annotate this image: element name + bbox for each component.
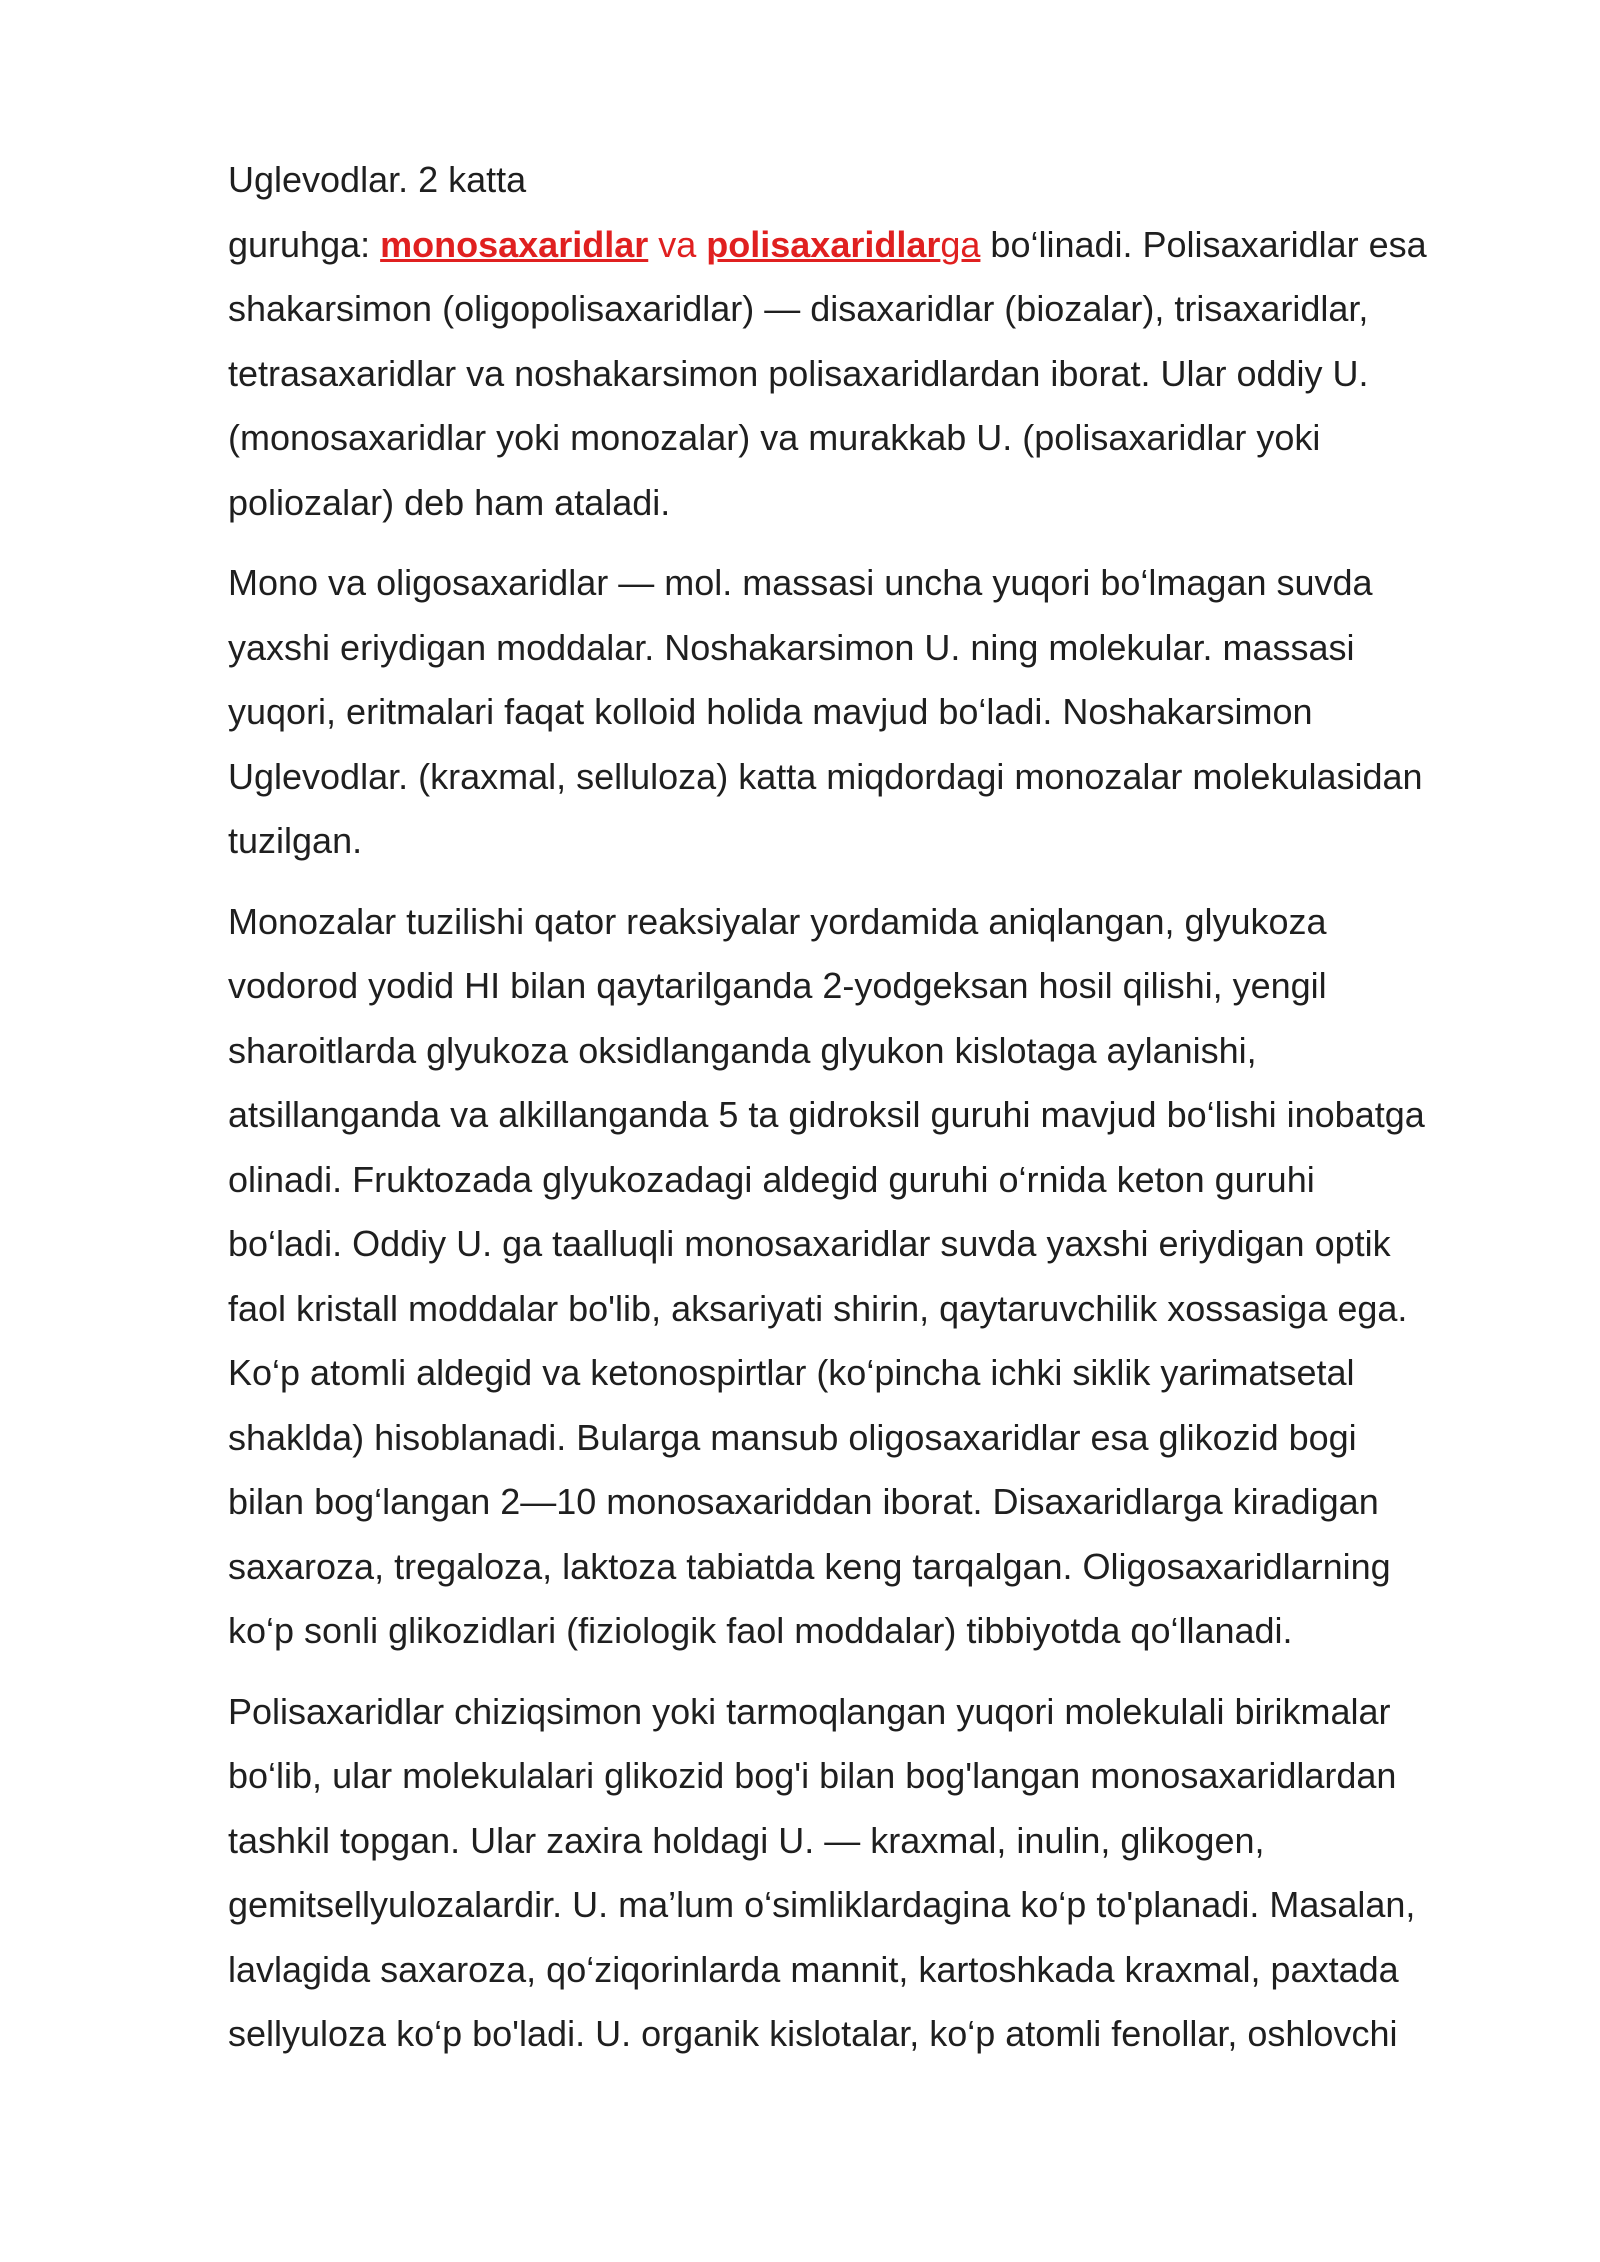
text-line (228, 1809, 1478, 1874)
body-text: guruhga: (228, 223, 381, 265)
paragraph (228, 1680, 1478, 2067)
text-line (228, 213, 1478, 278)
body-text: Uglevodlar. (kraxmal, selluloza) katta miqdordagi monozalar molekulasidan (228, 755, 1423, 797)
paragraph (228, 890, 1478, 1664)
body-text: tuzilgan. (228, 820, 363, 861)
text-line (228, 1938, 1478, 2003)
body-text: Monozalar tuzilishi qator reaksiyalar yordamida aniqlangan, glyukoza (228, 900, 1327, 942)
text-line (228, 1277, 1478, 1342)
body-text: ko‘p sonli glikozidlari (fiziologik faol moddalar) tibbiyotda qo‘llanadi. (228, 1610, 1293, 1651)
body-text: vodorod yodid HI bilan qaytarilganda 2-yodgeksan hosil qilishi, yengil (228, 965, 1327, 1006)
body-text: tashkil topgan. Ular zaxira holdagi U. — kraxmal, inulin, glikogen, (228, 1819, 1265, 1861)
text-line (228, 1680, 1478, 1745)
text-line (228, 680, 1478, 745)
hyperlink[interactable]: polisaxaridlar (706, 223, 941, 265)
text-line (228, 2002, 1478, 2067)
body-text: (monosaxaridlar yoki monozalar) va murakkab U. (polisaxaridlar yoki (228, 417, 1321, 458)
text-line (228, 954, 1478, 1019)
body-text: Mono va oligosaxaridlar — mol. massasi uncha yuqori bo‘lmagan suvda (228, 562, 1373, 603)
text-line (228, 809, 1478, 874)
text-line (228, 277, 1478, 342)
body-text: poliozalar) deb ham ataladi. (228, 481, 671, 523)
body-text: sellyuloza ko‘p bo'ladi. U. organik kislotalar, ko‘p atomli fenollar, oshlovchi (228, 2013, 1398, 2054)
text-line (228, 1019, 1478, 1084)
text-line (228, 406, 1478, 471)
body-text: faol kristall moddalar bo'lib, aksariyati shirin, qaytaruvchilik xossasiga ega. (228, 1287, 1408, 1329)
text-line (228, 1744, 1478, 1809)
body-text: yaxshi eriydigan moddalar. Noshakarsimon U. ning molekular. massasi (228, 626, 1355, 668)
body-text: yuqori, eritmalari faqat kolloid holida mavjud bo‘ladi. Noshakarsimon (228, 691, 1313, 732)
text-line (228, 745, 1478, 810)
hyperlink[interactable]: monosaxaridlar (380, 223, 649, 265)
text-line (228, 890, 1478, 955)
text-line (228, 1341, 1478, 1406)
body-text: bo‘linadi. Polisaxaridlar esa (980, 223, 1427, 265)
body-text: lavlagida saxaroza, qo‘ziqorinlarda mannit, kartoshkada kraxmal, paxtada (228, 1948, 1399, 1990)
body-text: shaklda) hisoblanadi. Bularga mansub oligosaxaridlar esa glikozid bogi (228, 1416, 1357, 1458)
paragraph (228, 551, 1478, 874)
body-text: Ko‘p atomli aldegid va ketonospirtlar (ko‘pincha ichki siklik yarimatsetal (228, 1352, 1355, 1393)
body-text: olinadi. Fruktozada glyukozadagi aldegid guruhi o‘rnida keton guruhi (228, 1158, 1315, 1200)
body-text: saxaroza, tregaloza, laktoza tabiatda keng tarqalgan. Oligosaxaridlarning (228, 1545, 1391, 1587)
body-text: gemitsellyulozalardir. U. ma’lum o‘simliklardagina ko‘p to'planadi. Masalan, (228, 1884, 1416, 1925)
text-line (228, 1406, 1478, 1471)
text-line (228, 1212, 1478, 1277)
paragraph (228, 148, 1478, 535)
text-line (228, 1599, 1478, 1664)
body-text: bo‘lib, ular molekulalari glikozid bog'i bilan bog'langan monosaxaridlardan (228, 1755, 1397, 1796)
text-line (228, 342, 1478, 407)
body-text: Uglevodlar. 2 katta (228, 159, 527, 200)
body-text: tetrasaxaridlar va noshakarsimon polisaxaridlardan iborat. Ular oddiy U. (228, 352, 1369, 394)
body-text: shakarsimon (oligopolisaxaridlar) — disaxaridlar (biozalar), trisaxaridlar, (228, 288, 1369, 329)
hyperlink[interactable]: ga (940, 223, 981, 265)
text-line (228, 1873, 1478, 1938)
body-text: sharoitlarda glyukoza oksidlanganda glyukon kislotaga aylanishi, (228, 1029, 1257, 1071)
body-text: bo‘ladi. Oddiy U. ga taalluqli monosaxaridlar suvda yaxshi eriydigan optik (228, 1223, 1391, 1264)
body-text: atsillanganda va alkillanganda 5 ta gidroksil guruhi mavjud bo‘lishi inobatga (228, 1094, 1425, 1135)
text-line (228, 471, 1478, 536)
body-text: Polisaxaridlar chiziqsimon yoki tarmoqlangan yuqori molekulali birikmalar (228, 1690, 1391, 1732)
document-body (228, 148, 1478, 2083)
text-line (228, 551, 1478, 616)
highlighted-text: va (648, 223, 707, 265)
text-line (228, 1148, 1478, 1213)
text-line (228, 1535, 1478, 1600)
text-line (228, 148, 1478, 213)
text-line (228, 616, 1478, 681)
body-text: bilan bog‘langan 2—10 monosaxariddan iborat. Disaxaridlarga kiradigan (228, 1481, 1379, 1522)
text-line (228, 1470, 1478, 1535)
text-line (228, 1083, 1478, 1148)
